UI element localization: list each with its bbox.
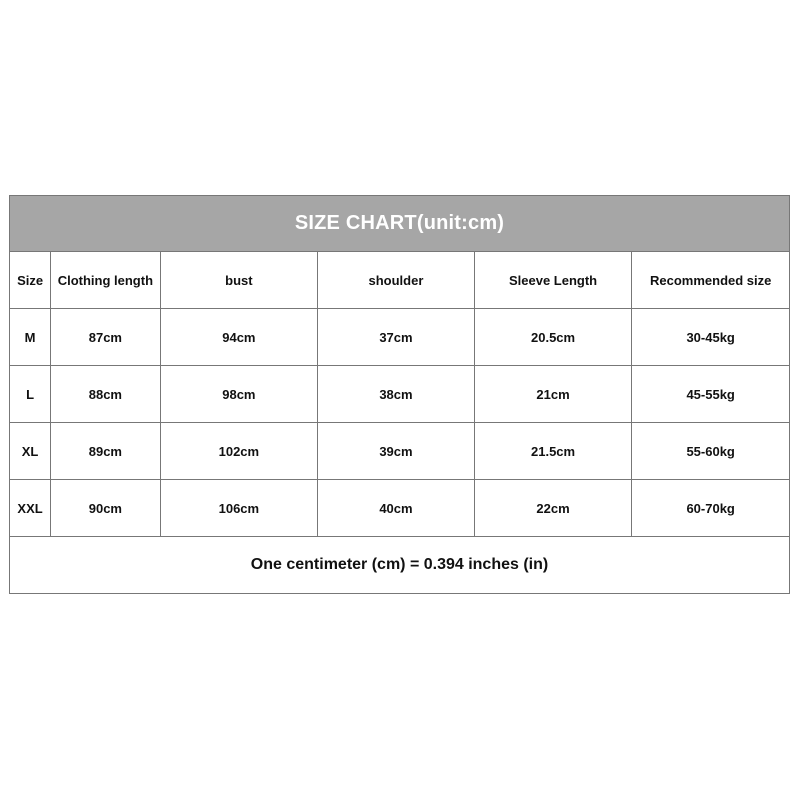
table-row xyxy=(10,309,790,366)
recommended-size-cell: 30-45kg xyxy=(632,309,790,366)
size-cell: XL xyxy=(10,423,51,480)
sleeve-length-cell: 20.5cm xyxy=(474,309,632,366)
size-cell: M xyxy=(10,309,51,366)
size-chart-table xyxy=(9,195,790,594)
sleeve-length-cell: 22cm xyxy=(474,480,632,537)
header-clothing-length: Clothing length xyxy=(51,252,160,309)
recommended-size-cell: 45-55kg xyxy=(632,366,790,423)
clothing-length-cell: 87cm xyxy=(51,309,160,366)
shoulder-cell: 38cm xyxy=(318,366,475,423)
table-row xyxy=(10,423,790,480)
header-sleeve-length: Sleeve Length xyxy=(474,252,632,309)
recommended-size-cell: 60-70kg xyxy=(632,480,790,537)
bust-cell: 98cm xyxy=(160,366,318,423)
clothing-length-cell: 88cm xyxy=(51,366,160,423)
sleeve-length-cell: 21cm xyxy=(474,366,632,423)
shoulder-cell: 37cm xyxy=(318,309,475,366)
bust-cell: 106cm xyxy=(160,480,318,537)
chart-title: SIZE CHART(unit:cm) xyxy=(10,196,790,252)
header-size: Size xyxy=(10,252,51,309)
shoulder-cell: 39cm xyxy=(318,423,475,480)
header-shoulder: shoulder xyxy=(318,252,475,309)
header-recommended-size: Recommended size xyxy=(632,252,790,309)
header-bust: bust xyxy=(160,252,318,309)
size-cell: L xyxy=(10,366,51,423)
clothing-length-cell: 90cm xyxy=(51,480,160,537)
unit-conversion-note: One centimeter (cm) = 0.394 inches (in) xyxy=(10,537,790,594)
header-row xyxy=(10,252,790,309)
table-row xyxy=(10,366,790,423)
recommended-size-cell: 55-60kg xyxy=(632,423,790,480)
table-row xyxy=(10,480,790,537)
footnote-row xyxy=(10,537,790,594)
size-cell: XXL xyxy=(10,480,51,537)
shoulder-cell: 40cm xyxy=(318,480,475,537)
bust-cell: 102cm xyxy=(160,423,318,480)
bust-cell: 94cm xyxy=(160,309,318,366)
sleeve-length-cell: 21.5cm xyxy=(474,423,632,480)
clothing-length-cell: 89cm xyxy=(51,423,160,480)
title-row xyxy=(10,196,790,252)
